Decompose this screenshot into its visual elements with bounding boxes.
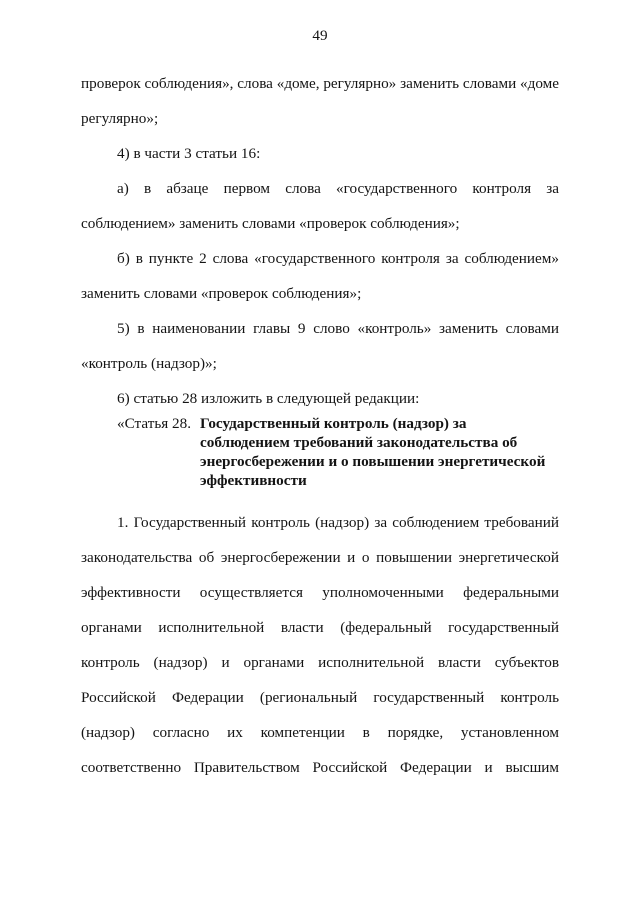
text-line: соответственно Правительством Российской Федерации и высшим	[81, 759, 559, 776]
text-line: регулярно»;	[81, 110, 159, 127]
text-line: 5) в наименовании главы 9 слово «контроль» заменить словами	[117, 320, 559, 337]
text-line: (надзор) согласно их компетенции в порядке, установленном	[81, 724, 559, 741]
text-line: проверок соблюдения», слова «доме, регулярно» заменить словами «доме	[81, 75, 559, 92]
text-line: соблюдением» заменить словами «проверок соблюдения»;	[81, 215, 460, 232]
text-line: а) в абзаце первом слова «государственного контроля за	[117, 180, 559, 197]
text-line: 6) статью 28 изложить в следующей редакции:	[117, 390, 420, 407]
text-line: законодательства об энергосбережении и о повышении энергетической	[81, 549, 559, 566]
article-28-heading	[81, 414, 559, 490]
text-line: 4) в части 3 статьи 16:	[117, 145, 261, 162]
text-line: Российской Федерации (региональный государственный контроль	[81, 689, 559, 706]
heading-line: эффективности	[200, 472, 307, 489]
text-line: 1. Государственный контроль (надзор) за соблюдением требований	[117, 514, 559, 531]
heading-line: энергосбережении и о повышении энергетической	[200, 453, 546, 470]
paragraph-lines-block	[81, 505, 559, 785]
heading-line: Государственный контроль (надзор) за	[200, 415, 467, 432]
text-line: эффективности осуществляется уполномоченными федеральными	[81, 584, 559, 601]
text-line: б) в пункте 2 слова «государственного контроля за соблюдением»	[117, 250, 559, 267]
page-number: 49	[312, 27, 328, 44]
heading-line: соблюдением требований законодательства об	[200, 434, 518, 451]
text-line: контроль (надзор) и органами исполнительной власти субъектов	[81, 654, 559, 671]
article-title	[200, 414, 559, 490]
text-line: заменить словами «проверок соблюдения»;	[81, 285, 362, 302]
text-line: «контроль (надзор)»;	[81, 355, 217, 372]
amendment-lines-block	[81, 66, 559, 416]
text-line: органами исполнительной власти (федеральный государственный	[81, 619, 559, 636]
article-label: «Статья 28.	[117, 415, 192, 432]
